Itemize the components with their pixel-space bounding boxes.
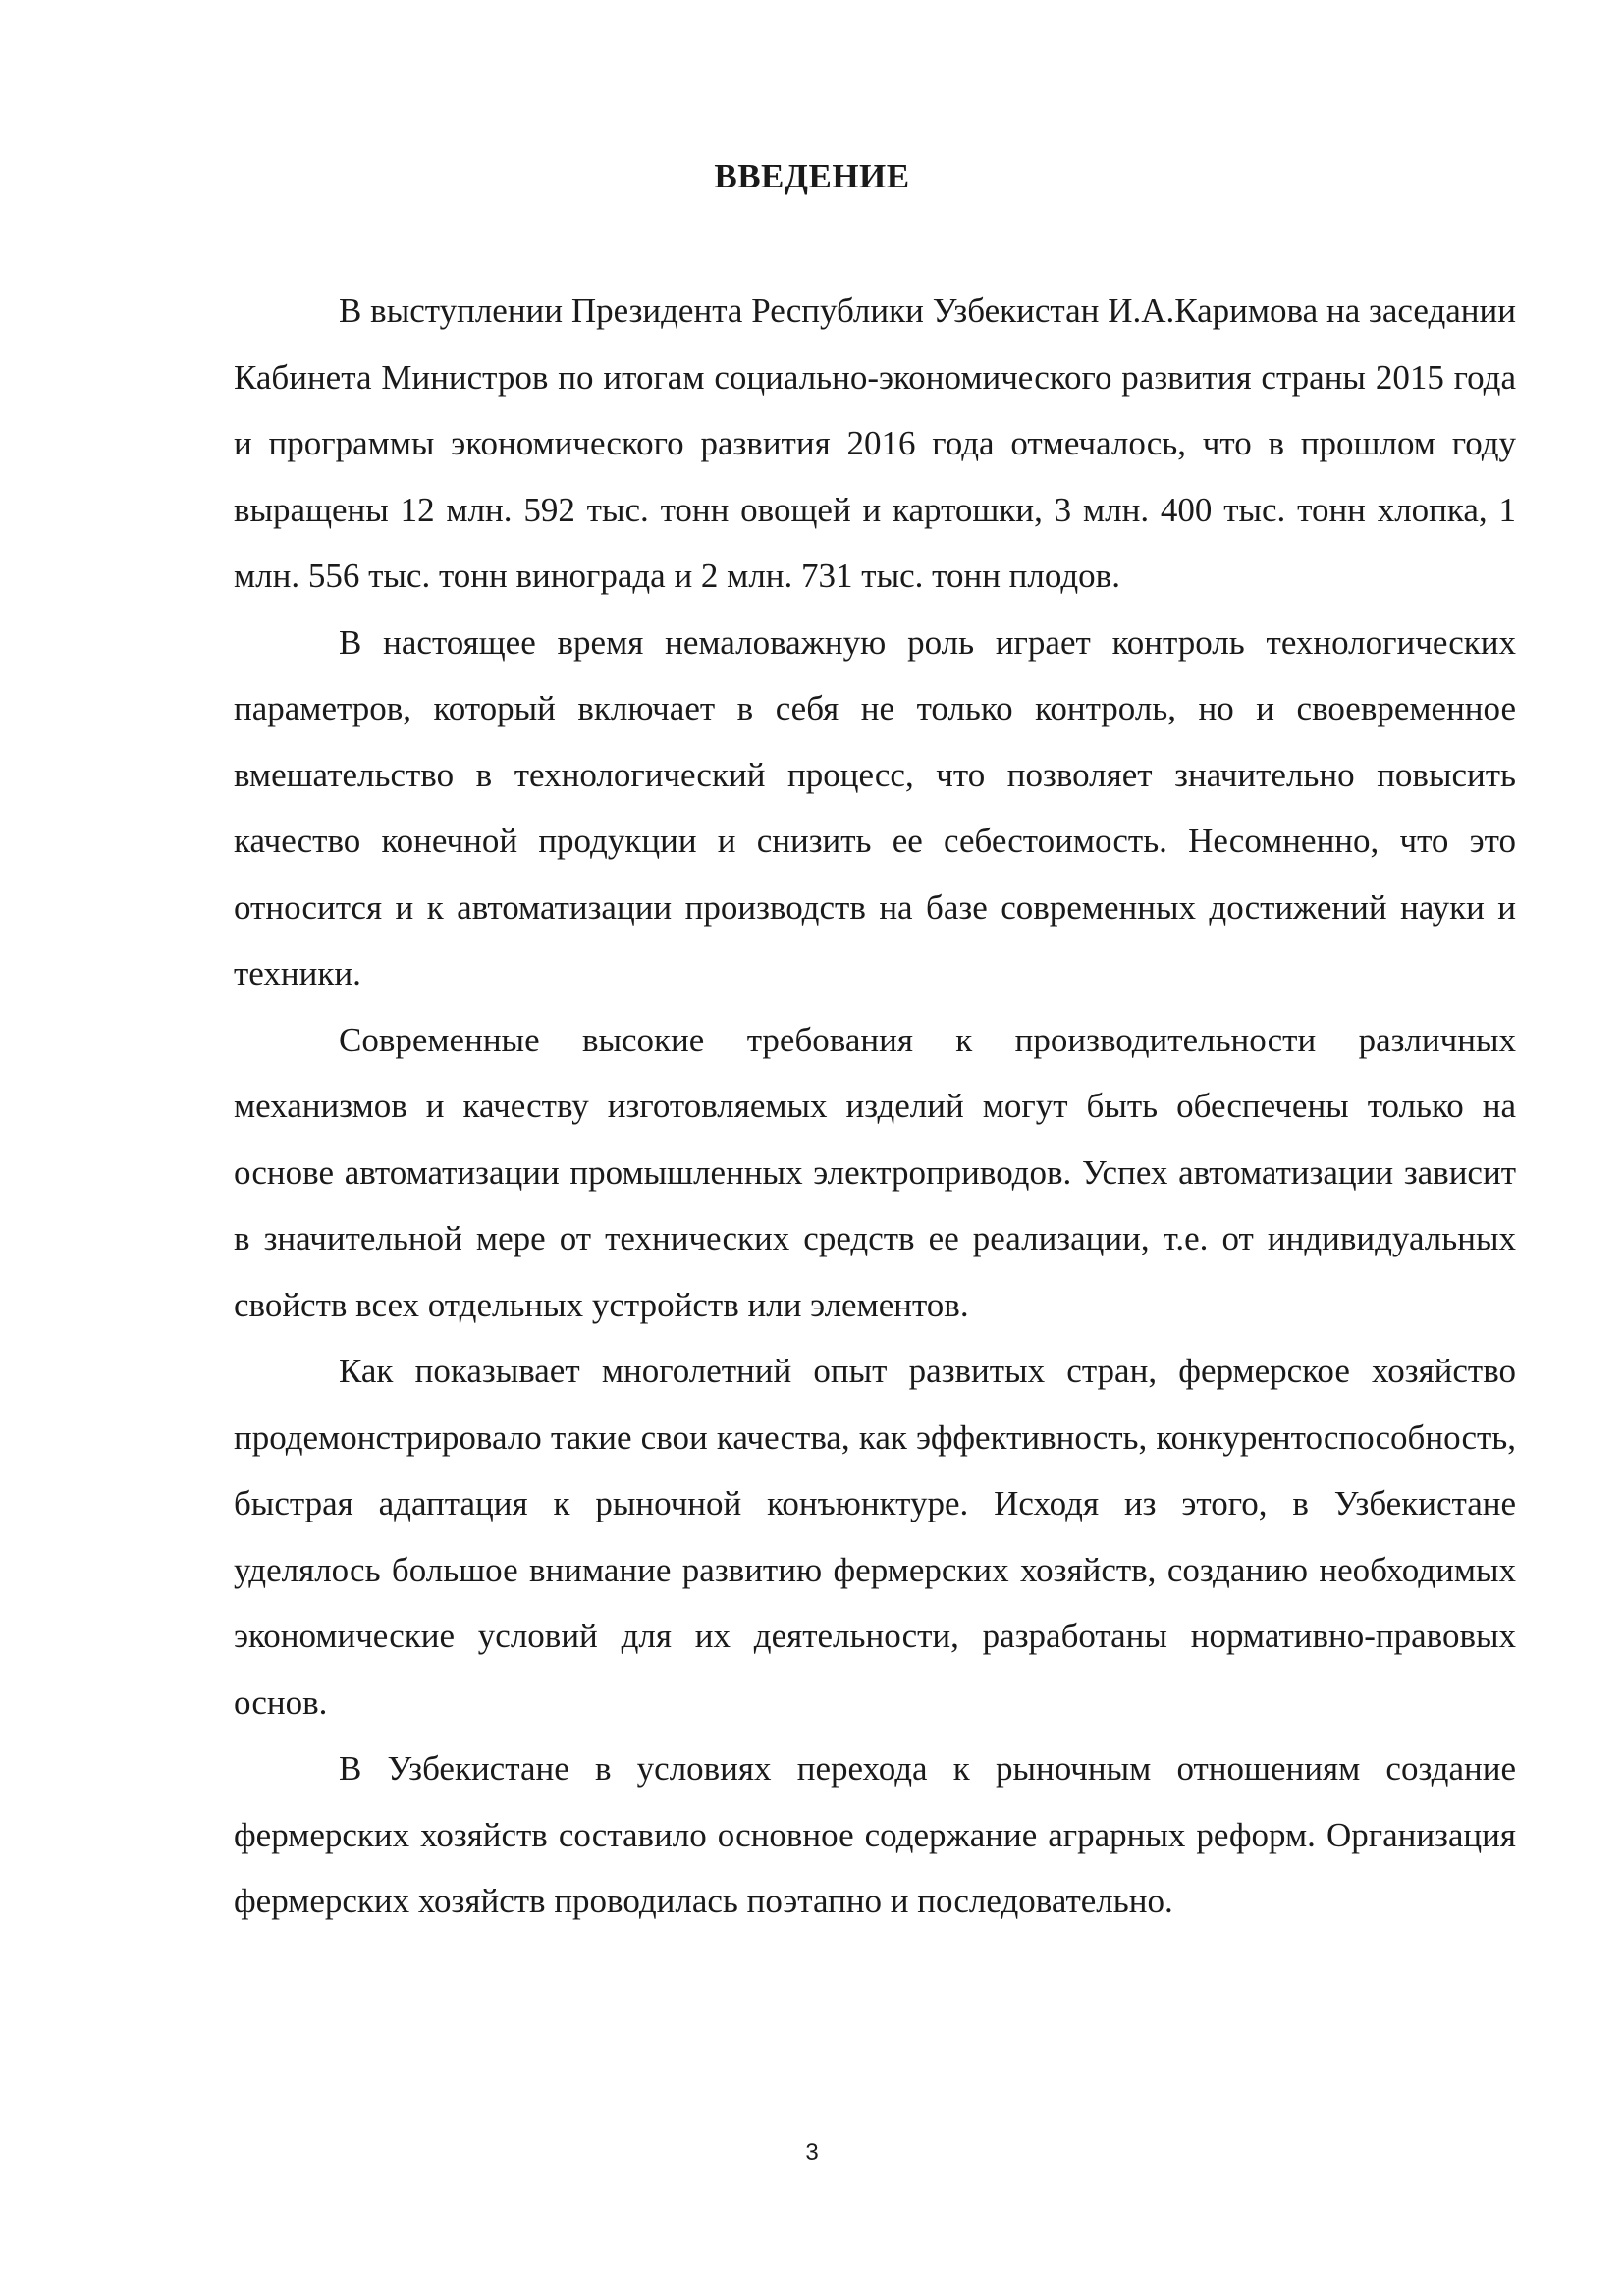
paragraph-4: Как показывает многолетний опыт развитых стран, фермерское хозяйство продемонстрировало такие свои качества, как эффективность, конкурентоспособность, быстрая адаптация к рыночной конъюнктуре. Исходя из этого, в Узбекистане уделялось большое внимание развитию фермерских хозяйств, созданию необходимых экономические условий для их деятельности, разработаны нормативно-правовых основ. (234, 1352, 1516, 1722)
paragraph-5: В Узбекистане в условиях перехода к рыночным отношениям создание фермерских хозяйств составило основное содержание аграрных реформ. Организация фермерских хозяйств проводилась поэтапно и последовательно. (234, 1749, 1516, 1920)
paragraph-3: Современные высокие требования к производительности различных механизмов и качеству изготовляемых изделий могут быть обеспечены только на основе автоматизации промышленных электроприводов. Успех автоматизации зависит в значительной мере от технических средств ее реализации, т.е. от индивидуальных свойств всех отдельных устройств или элементов. (234, 1020, 1516, 1324)
section-heading: ВВЕДЕНИЕ (714, 157, 910, 195)
paragraph-1: В выступлении Президента Республики Узбекистан И.А.Каримова на заседании Кабинета Министров по итогам социально-экономического развития страны 2015 года и программы экономического развития 2016 года отмечалось, что в прошлом году выращены 12 млн. 592 тыс. тонн овощей и картошки, 3 млн. 400 тыс. тонн хлопка, 1 млн. 556 тыс. тонн винограда и 2 млн. 731 тыс. тонн плодов. (234, 292, 1516, 595)
paragraph-2: В настоящее время немаловажную роль играет контроль технологических параметров, который включает в себя не только контроль, но и своевременное вмешательство в технологический процесс, что позволяет значительно повысить качество конечной продукции и снизить ее себестоимость. Несомненно, что это относится и к автоматизации производств на базе современных достижений науки и техники. (234, 622, 1516, 992)
body-text (234, 278, 1516, 1935)
page-number: 3 (805, 2139, 819, 2165)
